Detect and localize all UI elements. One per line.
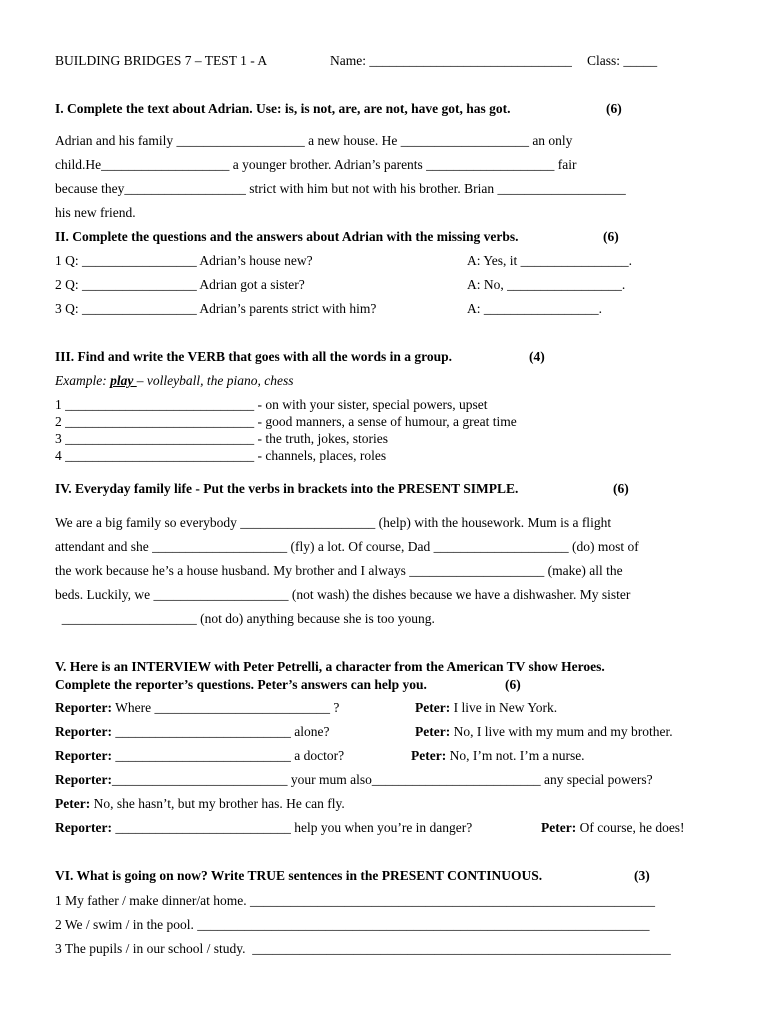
test-title: BUILDING BRIDGES 7 – TEST 1 - A <box>55 53 268 68</box>
reporter-question[interactable]: Where __________________________ ? <box>111 700 340 715</box>
example-rest: – volleyball, the piano, chess <box>136 373 294 388</box>
section-4-line[interactable]: attendant and she ____________________ (fly) a lot. Of course, Dad ____________________ (do) most of <box>55 539 639 554</box>
section-3-points: (4) <box>529 349 545 364</box>
interview-answer <box>411 748 585 764</box>
answer-row[interactable]: A: _________________. <box>467 301 602 316</box>
interview-row[interactable] <box>55 724 329 740</box>
answer-row[interactable]: A: No, _________________. <box>467 277 626 292</box>
reporter-label: Reporter: <box>55 820 112 835</box>
question-row[interactable]: 3 Q: _________________ Adrian’s parents strict with him? <box>55 301 377 316</box>
section-1-line[interactable]: child.He___________________ a younger brother. Adrian’s parents ___________________ fair <box>55 157 577 172</box>
example-line <box>55 373 293 389</box>
example-label: Example: <box>55 373 111 388</box>
peter-answer: No, I’m not. I’m a nurse. <box>446 748 585 763</box>
reporter-label: Reporter: <box>55 748 112 763</box>
section-5-heading-2: Complete the reporter’s questions. Peter’s answers can help you. <box>55 677 427 692</box>
section-3-heading: III. Find and write the VERB that goes with all the words in a group. <box>55 349 453 364</box>
interview-answer <box>541 820 685 836</box>
section-4-line[interactable]: We are a big family so everybody ____________________ (help) with the housework. Mum is a flight <box>55 515 612 530</box>
interview-row[interactable] <box>55 820 472 836</box>
verb-item[interactable]: 2 ____________________________ - good manners, a sense of humour, a great time <box>55 414 517 429</box>
peter-answer: No, she hasn’t, but my brother has. He can fly. <box>90 796 345 811</box>
section-1-heading: I. Complete the text about Adrian. Use: is, is not, are, are not, have got, has got. <box>55 101 511 116</box>
section-1-line: his new friend. <box>55 205 136 220</box>
peter-label: Peter: <box>55 796 91 811</box>
interview-answer <box>415 700 557 716</box>
reporter-label: Reporter: <box>55 772 112 787</box>
reporter-question[interactable]: __________________________ alone? <box>111 724 330 739</box>
section-2-heading: II. Complete the questions and the answers about Adrian with the missing verbs. <box>55 229 519 244</box>
section-4-heading: IV. Everyday family life - Put the verbs in brackets into the PRESENT SIMPLE. <box>55 481 519 496</box>
interview-answer <box>415 724 673 740</box>
section-6-heading: VI. What is going on now? Write TRUE sentences in the PRESENT CONTINUOUS. <box>55 868 543 883</box>
name-field[interactable]: Name: ______________________________ <box>330 53 572 68</box>
section-4-line[interactable]: beds. Luckily, we ____________________ (not wash) the dishes because we have a dishwasher. My sister <box>55 587 631 602</box>
section-1-points: (6) <box>606 101 622 116</box>
section-4-line[interactable]: the work because he’s a house husband. My brother and I always ____________________ (make) all the <box>55 563 623 578</box>
section-4-line[interactable]: ____________________ (not do) anything because she is too young. <box>55 611 435 626</box>
reporter-question[interactable]: __________________________ help you when you’re in danger? <box>111 820 473 835</box>
reporter-question[interactable]: __________________________ your mum also_________________________ any special powers? <box>111 772 653 787</box>
verb-item[interactable]: 1 ____________________________ - on with your sister, special powers, upset <box>55 397 488 412</box>
peter-answer: I live in New York. <box>450 700 558 715</box>
peter-answer: Of course, he does! <box>576 820 685 835</box>
peter-label: Peter: <box>541 820 577 835</box>
peter-answer: No, I live with my mum and my brother. <box>450 724 673 739</box>
interview-row[interactable] <box>55 772 653 788</box>
verb-item[interactable]: 4 ____________________________ - channels, places, roles <box>55 448 387 463</box>
section-1-line[interactable]: because they__________________ strict with him but not with his brother. Brian ___________________ <box>55 181 626 196</box>
sentence-item[interactable]: 2 We / swim / in the pool. ___________________________________________________________________ <box>55 917 650 932</box>
interview-row <box>55 796 345 812</box>
question-row[interactable]: 2 Q: _________________ Adrian got a sister? <box>55 277 305 292</box>
section-2-points: (6) <box>603 229 619 244</box>
sentence-item[interactable]: 1 My father / make dinner/at home. ____________________________________________________________ <box>55 893 655 908</box>
reporter-label: Reporter: <box>55 724 112 739</box>
peter-label: Peter: <box>415 700 451 715</box>
sentence-item[interactable]: 3 The pupils / in our school / study. ______________________________________________________________ <box>55 941 671 956</box>
section-1-line[interactable]: Adrian and his family ___________________ a new house. He ___________________ an only <box>55 133 573 148</box>
section-4-points: (6) <box>613 481 629 496</box>
peter-label: Peter: <box>415 724 451 739</box>
verb-item[interactable]: 3 ____________________________ - the truth, jokes, stories <box>55 431 388 446</box>
interview-row[interactable] <box>55 748 344 764</box>
example-word: play <box>110 373 137 388</box>
interview-row[interactable] <box>55 700 339 716</box>
question-row[interactable]: 1 Q: _________________ Adrian’s house new? <box>55 253 313 268</box>
section-6-points: (3) <box>634 868 650 883</box>
section-5-points: (6) <box>505 677 521 692</box>
answer-row[interactable]: A: Yes, it ________________. <box>467 253 633 268</box>
class-field[interactable]: Class: _____ <box>587 53 658 68</box>
reporter-label: Reporter: <box>55 700 112 715</box>
reporter-question[interactable]: __________________________ a doctor? <box>111 748 345 763</box>
section-5-heading: V. Here is an INTERVIEW with Peter Petrelli, a character from the American TV show Heroes. <box>55 659 605 674</box>
peter-label: Peter: <box>411 748 447 763</box>
